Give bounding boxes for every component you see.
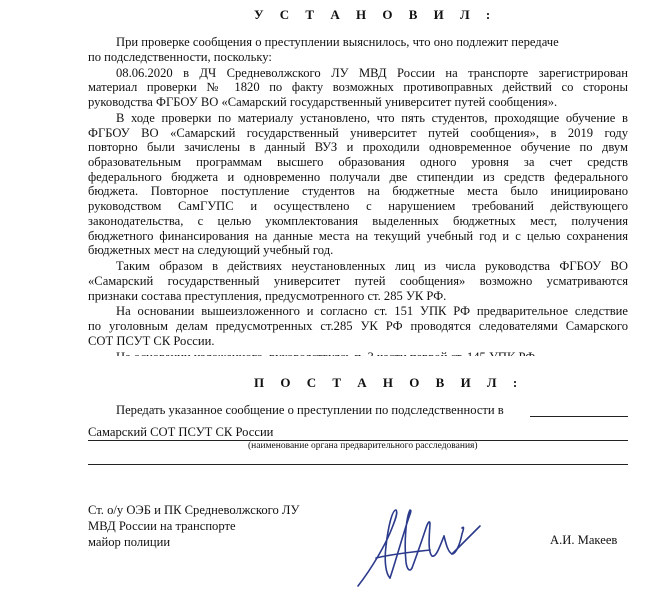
blank-line bbox=[530, 416, 628, 417]
paragraph-line: по уголовным делам предусмотренных ст.285 УК РФ проводятся следователями Самарского bbox=[88, 319, 628, 334]
fragment-gap bbox=[0, 356, 654, 372]
paragraph-line: бюджета. Повторное поступление студентов на бюджетные места было инициировано bbox=[88, 184, 628, 199]
heading-resolved: П О С Т А Н О В И Л : bbox=[254, 375, 524, 390]
paragraph-line: Таким образом в действиях неустановленных лиц из числа руководства ФГБОУ ВО bbox=[116, 259, 628, 274]
paragraph-line: 08.06.2020 в ДЧ Средневолжского ЛУ МВД России на транспорте зарегистрирован bbox=[116, 65, 628, 80]
recipient-caption: (наименование органа предварительного расследования) bbox=[248, 441, 478, 451]
paragraph-line: признаки состава преступления, предусмотренного ст. 285 УК РФ. bbox=[88, 288, 447, 303]
paragraph-line: руководством СамГУПС и осуществлено с нарушением требований действующего bbox=[88, 199, 628, 214]
paragraph-line: На основании вышеизложенного и согласно ст. 151 УПК РФ предварительное следствие bbox=[116, 304, 628, 319]
recipient-value: Самарский СОТ ПСУТ СК России bbox=[88, 425, 274, 439]
paragraph-line: повторно были зачислены в данный ВУЗ и проходили одновременное обучение по двум bbox=[88, 140, 628, 155]
signatory-position: майор полиции bbox=[88, 535, 171, 549]
paragraph-line: федерального бюджета и одновременно получали две стипендии из средств федерального bbox=[88, 169, 628, 184]
transfer-text: Передать указанное сообщение о преступлении по подследственности в bbox=[116, 403, 504, 417]
paragraph-line: При проверке сообщения о преступлении выяснилось, что оно подлежит передаче bbox=[116, 35, 559, 49]
paragraph-line: В ходе проверки по материалу установлено, что пять студентов, проходящие обучение в bbox=[116, 110, 628, 125]
paragraph-line: «Самарский государственный университет путей сообщения» возможно усматриваются bbox=[88, 273, 628, 288]
signatory-position: Ст. о/у ОЭБ и ПК Средневолжского ЛУ bbox=[88, 503, 300, 517]
signatory-name: А.И. Макеев bbox=[550, 533, 618, 547]
paragraph-line: руководства ФГБОУ ВО «Самарский государственный университет путей сообщения». bbox=[88, 95, 558, 109]
document-fragment-resolved bbox=[0, 372, 654, 596]
paragraph-line: ФГБОУ ВО «Самарский государственный университет путей сообщения», в 2019 году bbox=[88, 125, 628, 140]
paragraph-line: законодательства, с целью укомплектования выделенных бюджетных мест, получения bbox=[88, 213, 628, 228]
paragraph-line: бюджетных мест на следующий учебный год. bbox=[88, 243, 334, 258]
blank-line bbox=[88, 464, 628, 465]
paragraph-line: образовательным программам высшего образования одного уровня за счет средств bbox=[88, 155, 628, 169]
signatory-position: МВД России на транспорте bbox=[88, 519, 236, 533]
paragraph-line: СОТ ПСУТ СК России. bbox=[88, 333, 215, 348]
paragraph-line: по подследственности, поскольку: bbox=[88, 49, 272, 64]
paragraph-line: материал проверки № 1820 по факту возможных противоправных действий со стороны bbox=[88, 80, 628, 95]
handwritten-signature bbox=[352, 498, 492, 594]
heading-established: У С Т А Н О В И Л : bbox=[254, 7, 497, 22]
paragraph-line: бюджетного финансирования на данные места на текущий учебный год и с целью сохранения bbox=[88, 228, 628, 243]
